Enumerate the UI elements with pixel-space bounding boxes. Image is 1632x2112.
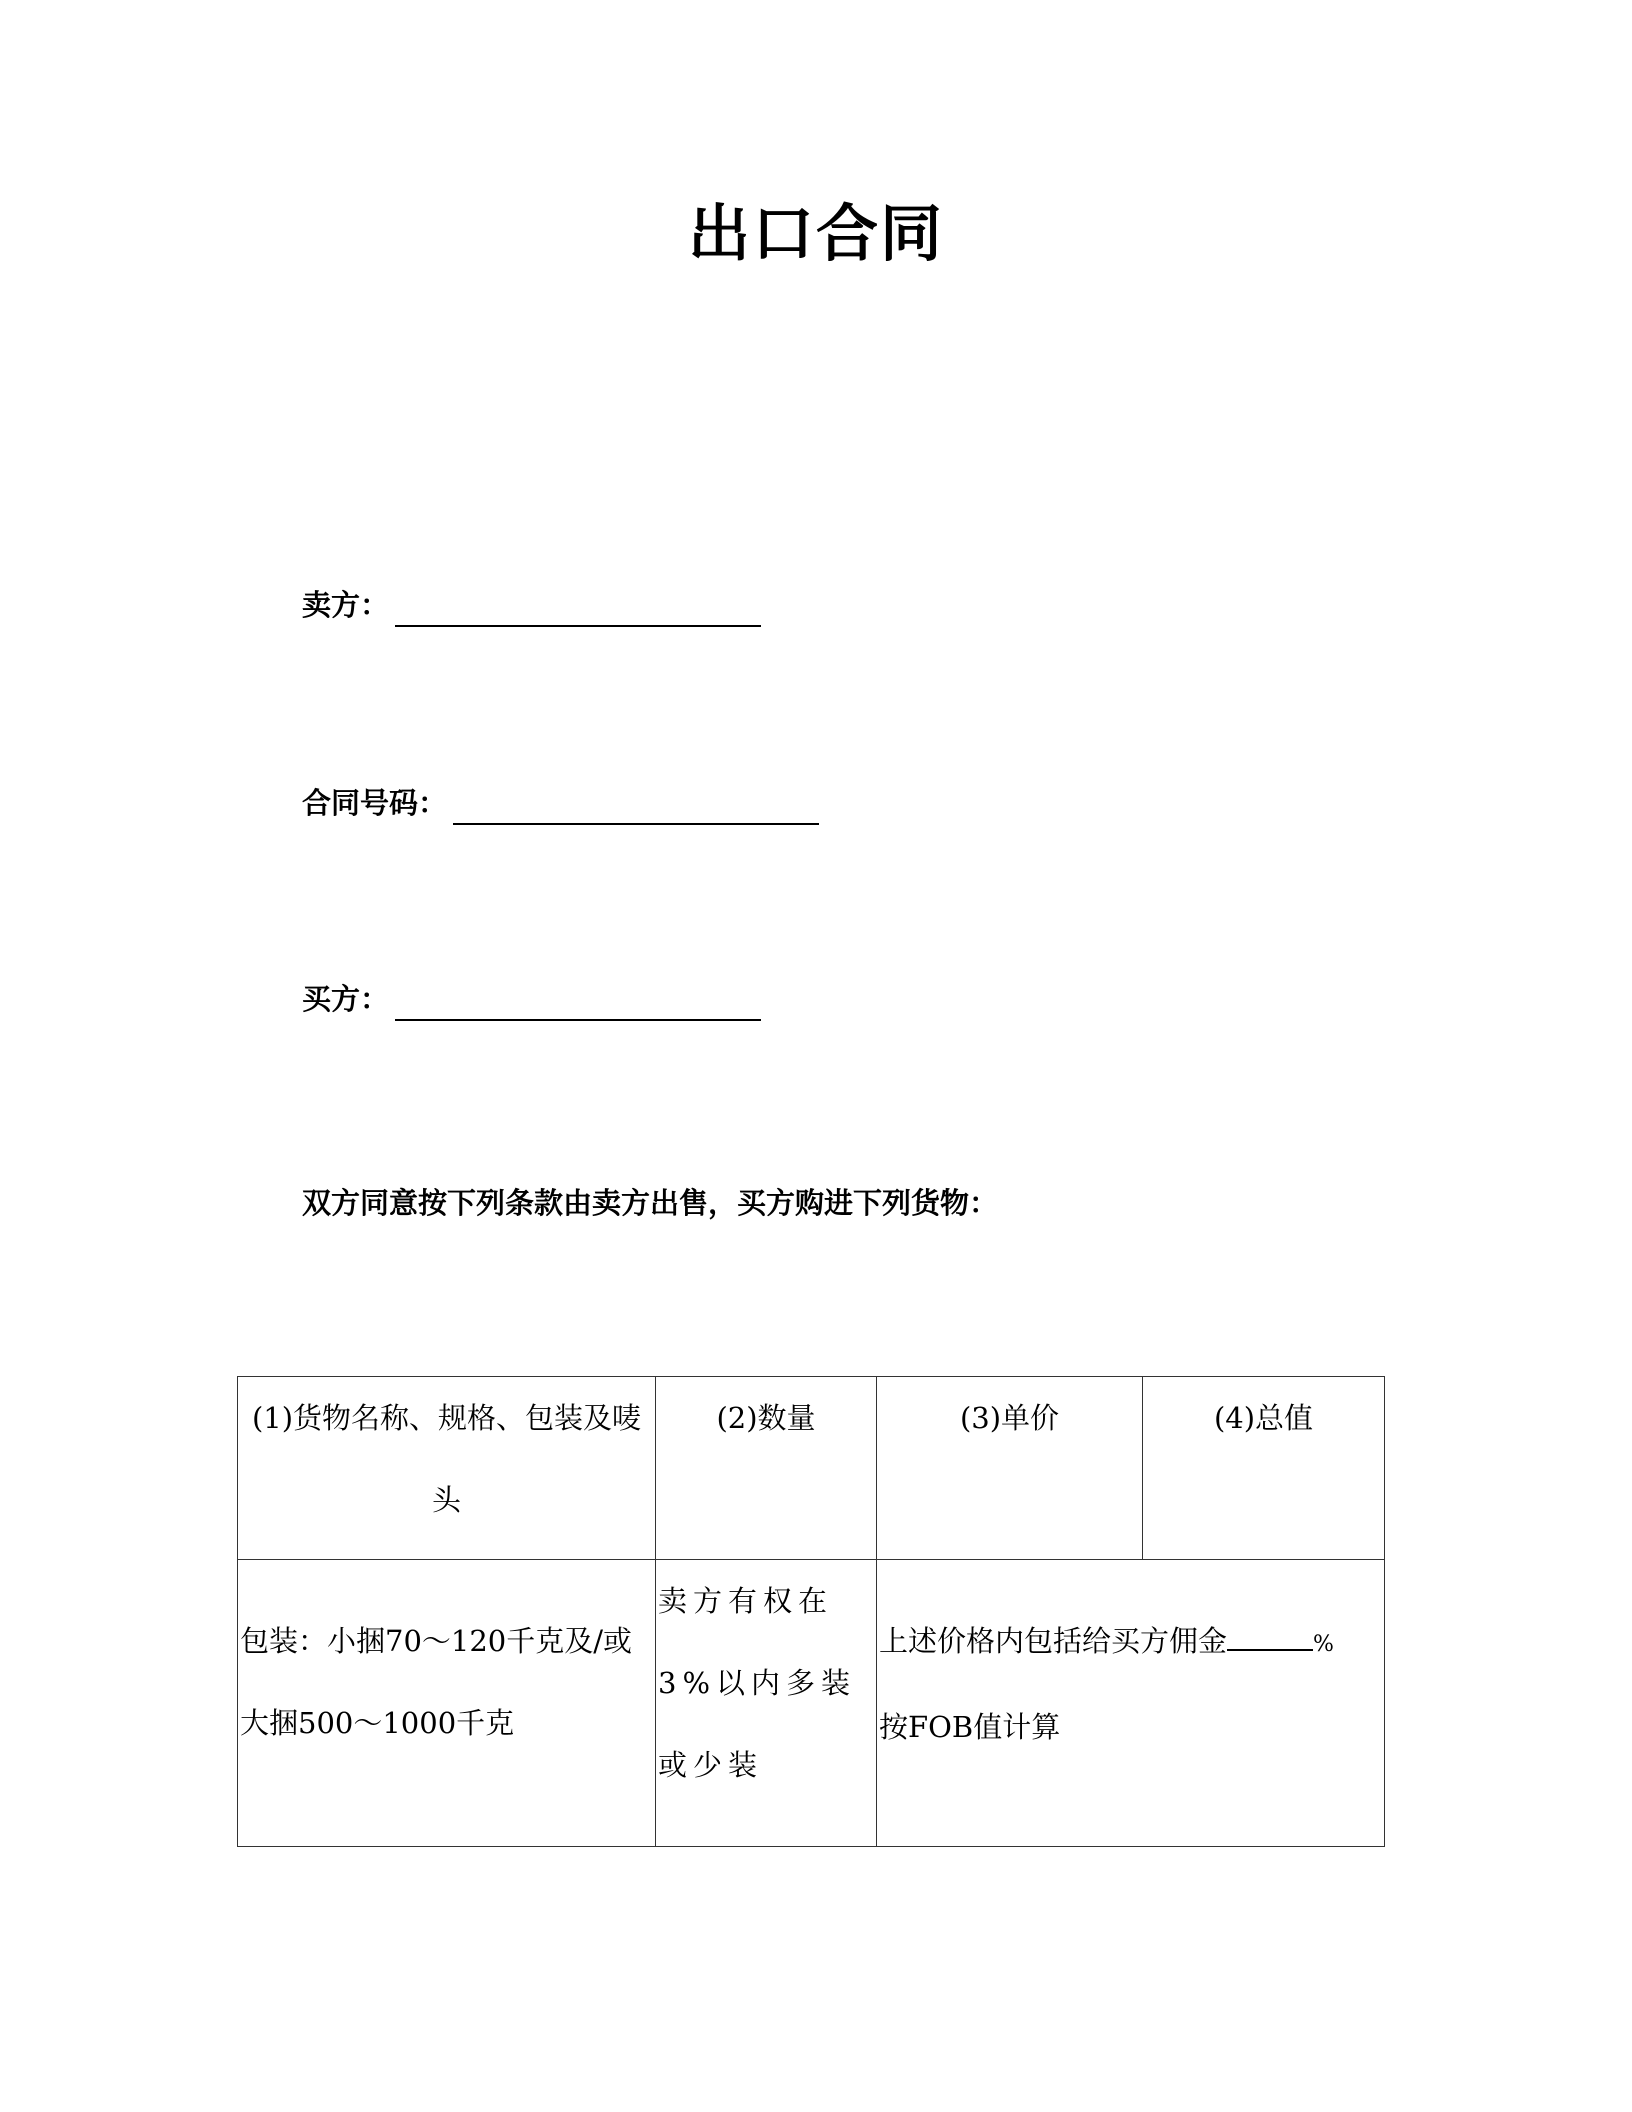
seller-field <box>302 577 761 627</box>
buyer-blank-line[interactable] <box>395 1019 761 1021</box>
table-header-row <box>238 1377 1385 1560</box>
agreement-intro: 双方同意按下列条款由卖方出售，买方购进下列货物： <box>302 1186 999 1220</box>
contract-number-label: 合同号码： <box>302 786 448 820</box>
seller-label: 卖方： <box>302 588 390 622</box>
header-quantity: (2)数量 <box>656 1377 877 1560</box>
document-title: 出口合同 <box>687 197 944 270</box>
contract-number-blank-line[interactable] <box>453 823 819 825</box>
commission-basis: 按FOB值计算 <box>879 1710 1061 1744</box>
commission-prefix: 上述价格内包括给买方佣金 <box>879 1624 1228 1658</box>
buyer-label: 买方： <box>302 982 390 1016</box>
table-row <box>238 1560 1385 1847</box>
seller-blank-line[interactable] <box>395 625 761 627</box>
goods-table <box>237 1376 1385 1847</box>
quantity-tolerance-cell: 卖方有权在3%以内多装或少装 <box>656 1560 877 1847</box>
header-unit-price: (3)单价 <box>877 1377 1143 1560</box>
buyer-field <box>302 971 761 1021</box>
header-total-value: (4)总值 <box>1143 1377 1385 1560</box>
commission-cell <box>877 1560 1385 1847</box>
commission-percent-sign: % <box>1313 1632 1334 1657</box>
contract-number-field <box>302 775 819 825</box>
header-goods-name: (1)货物名称、规格、包装及唛头 <box>238 1377 656 1560</box>
packing-cell: 包装：小捆70～120千克及/或大捆500～1000千克 <box>238 1560 656 1847</box>
commission-blank[interactable] <box>1227 1623 1313 1651</box>
